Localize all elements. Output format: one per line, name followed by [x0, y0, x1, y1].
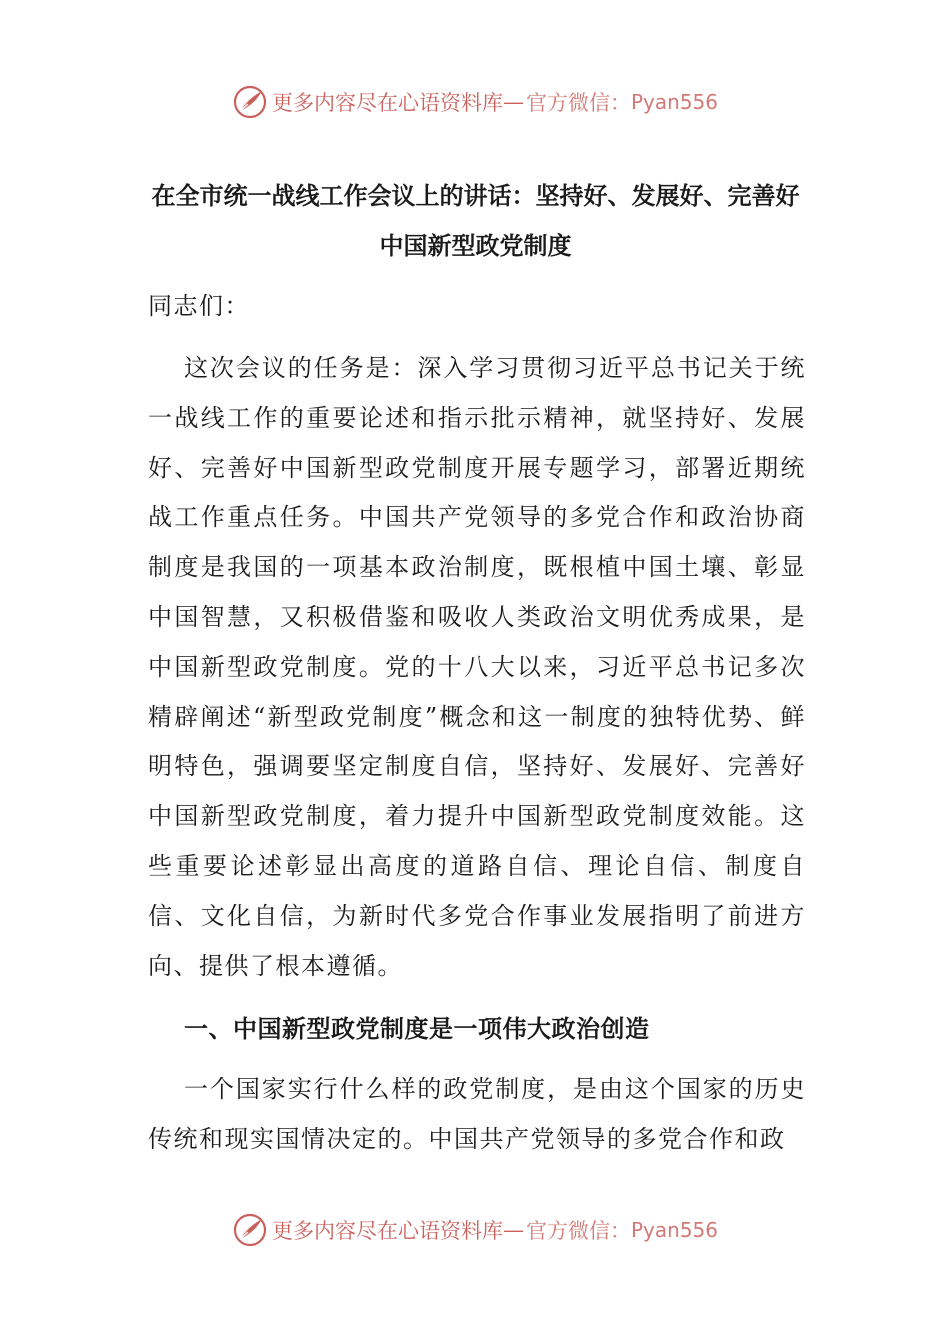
- watermark-wechat-id: Pyan556: [630, 1218, 718, 1242]
- watermark-banner-top: [0, 82, 950, 122]
- quill-logo-icon: [232, 1212, 268, 1248]
- watermark-brand: 更多内容尽在心语资料库: [271, 91, 503, 115]
- section-heading-1: 一、中国新型政党制度是一项伟大政治创造: [184, 1014, 650, 1043]
- document-title: 在全市统一战线工作会议上的讲话：坚持好、发展好、完善好中国新型政党制度: [151, 181, 800, 260]
- watermark-wechat-label: 官方微信：: [525, 1219, 631, 1243]
- watermark-wechat-id: Pyan556: [630, 90, 718, 114]
- watermark-wechat-label: 官方微信：: [525, 91, 631, 115]
- greeting: 同志们：: [148, 292, 250, 320]
- paragraph-intro: 这次会议的任务是：深入学习贯彻习近平总书记关于统一战线工作的重要论述和指示批示精神，就坚持好、发展好、完善好中国新型政党制度开展专题学习，部署近期统战工作重点任务。中国共产党领导的多党合作和政治协商制度是我国的一项基本政治制度，既根植中国土壤、彰显中国智慧，又积极借鉴和吸收人类政治文明优秀成果，是中国新型政党制度。党的十八大以来，习近平总书记多次精辟阐述“新型政党制度”概念和这一制度的独特优势、鲜明特色，强调要坚定制度自信，坚持好、发展好、完善好中国新型政党制度，着力提升中国新型政党制度效能。这些重要论述彰显出高度的道路自信、理论自信、制度自信、文化自信，为新时代多党合作事业发展指明了前进方向、提供了根本遵循。: [148, 354, 806, 980]
- paragraph-section-1: 一个国家实行什么样的政党制度，是由这个国家的历史传统和现实国情决定的。中国共产党领导的多党合作和政: [148, 1075, 806, 1153]
- watermark-banner-bottom: [0, 1210, 950, 1250]
- watermark-dash: —: [502, 90, 524, 114]
- quill-logo-icon: [232, 84, 268, 120]
- watermark-brand: 更多内容尽在心语资料库: [271, 1219, 503, 1243]
- watermark-dash: —: [502, 1218, 524, 1242]
